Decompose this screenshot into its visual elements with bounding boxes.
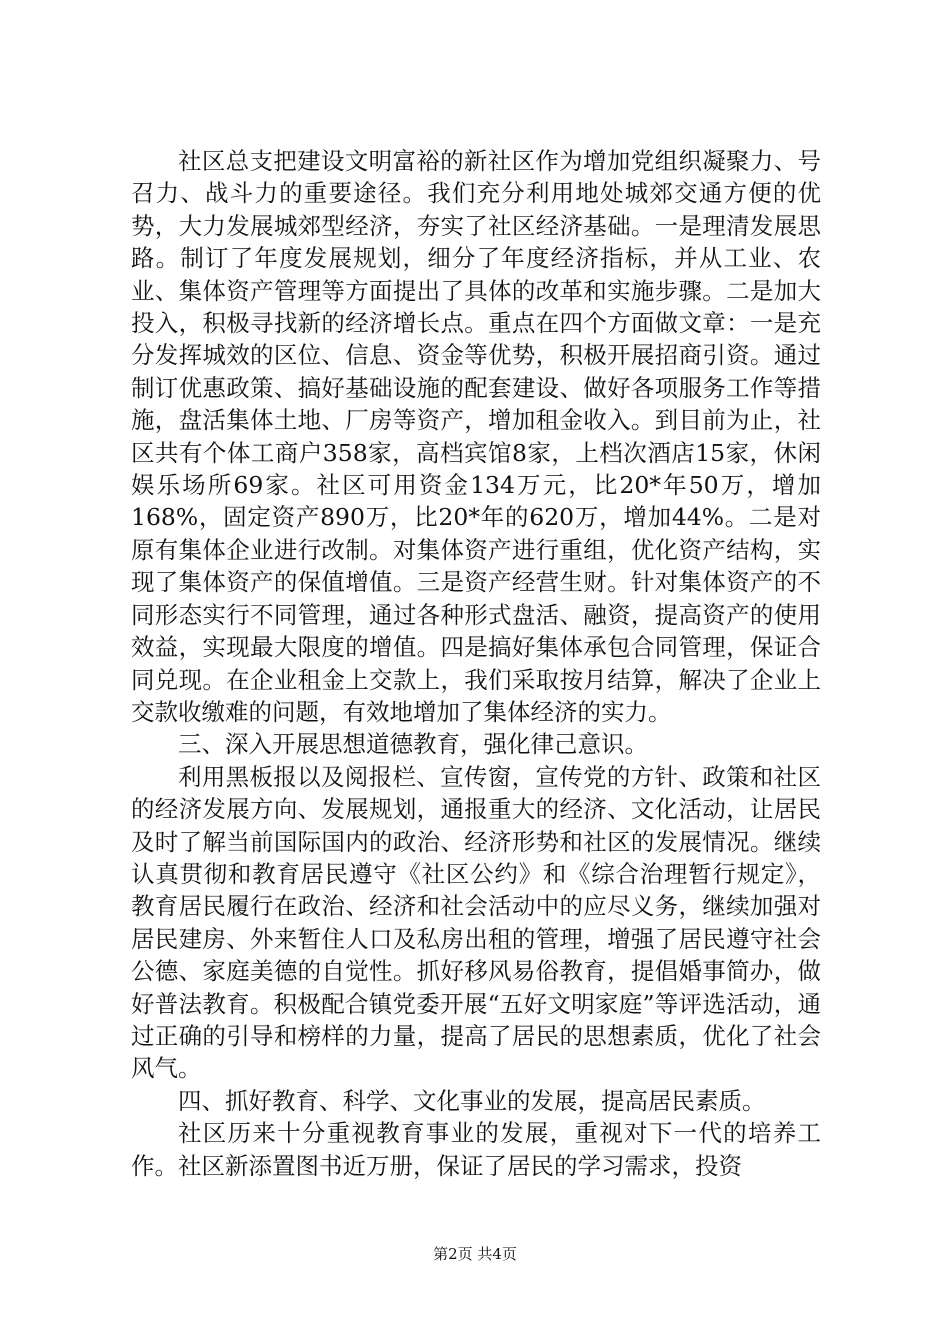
page-number-footer: 第2页 共4页 [433, 1245, 517, 1263]
document-body [131, 145, 821, 1182]
heading-section-3: 三、深入开展思想道德教育，强化律己意识。 [178, 730, 648, 759]
paragraph-education: 社区历来十分重视教育事业的发展，重视对下一代的培养工作。社区新添置图书近万册，保证了居民的学习需求，投资 [131, 1119, 821, 1180]
paragraph-economy: 社区总支把建设文明富裕的新社区作为增加党组织凝聚力、号召力、战斗力的重要途径。我们充分利用地处城郊交通方便的优势，大力发展城郊型经济，夯实了社区经济基础。一是理清发展思路。制订了年度发展规划，细分了年度经济指标，并从工业、农业、集体资产管理等方面提出了具体的改革和实施步骤。二是加大投入，积极寻找新的经济增长点。重点在四个方面做文章：一是充分发挥城效的区位、信息、资金等优势，积极开展招商引资。通过制订优惠政策、搞好基础设施的配套建设、做好各项服务工作等措施，盘活集体土地、厂房等资产，增加租金收入。到目前为止，社区共有个体工商户358家，高档宾馆8家，上档次酒店15家，休闲娱乐场所69家。社区可用资金134万元，比20*年50万，增加168%，固定资产890万，比20*年的620万，增加44%。二是对原有集体企业进行改制。对集体资产进行重组，优化资产结构，实现了集体资产的保值增值。三是资产经营生财。针对集体资产的不同形态实行不同管理，通过各种形式盘活、融资，提高资产的使用效益，实现最大限度的增值。四是搞好集体承包合同管理，保证合同兑现。在企业租金上交款上，我们采取按月结算，解决了企业上交款收缴难的问题，有效地增加了集体经济的实力。 [131, 147, 821, 726]
heading-section-4: 四、抓好教育、科学、文化事业的发展，提高居民素质。 [178, 1086, 766, 1115]
paragraph-moral-education: 利用黑板报以及阅报栏、宣传窗，宣传党的方针、政策和社区的经济发展方向、发展规划，通报重大的经济、文化活动，让居民及时了解当前国际国内的政治、经济形势和社区的发展情况。继续认真贯彻和教育居民遵守《社区公约》和《综合治理暂行规定》，教育居民履行在政治、经济和社会活动中的应尽义务，继续加强对居民建房、外来暂住人口及私房出租的管理，增强了居民遵守社会公德、家庭美德的自觉性。抓好移风易俗教育，提倡婚事简办，做好普法教育。积极配合镇党委开展“五好文明家庭”等评选活动，通过正确的引导和榜样的力量，提高了居民的思想素质，优化了社会风气。 [131, 762, 821, 1083]
